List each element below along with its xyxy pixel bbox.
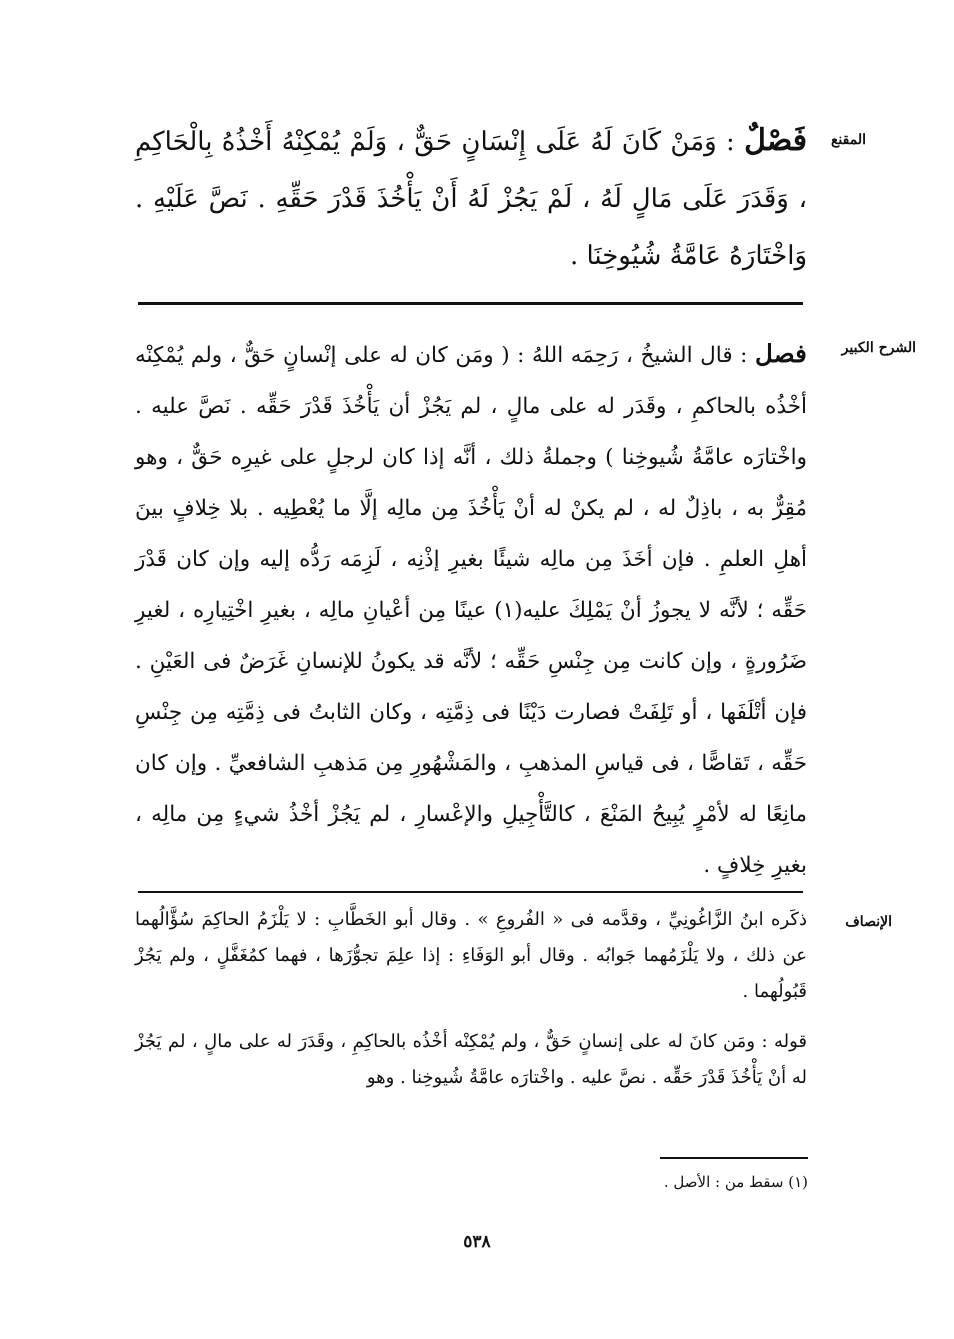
- footnote: (١) سقط من : الأصل .: [663, 1173, 808, 1191]
- section-label-muqni: المقنع: [830, 132, 866, 148]
- muqni-heading: فَصْلٌ: [744, 123, 807, 158]
- sharh-body: : قال الشيخُ ، رَحِمَه اللهُ : ( ومَن كان له على إنْسانٍ حَقٌّ ، ولم يُمْكِنْه أخْذُه بالحاكمِ ، وقَدَر له على مالٍ ، لم يَجُزْ أن يَأْخُذَ قَدْرَ حَقِّه . نَصَّ عليه . واخْتارَه عامَّةُ شُيوخِنا ) وجملةُ ذلك ، أنَّه إذا كان لرجلٍ على غيرِه حَقٌّ ، وهو مُقِرٌّ به ، باذِلٌ له ، لم يكنْ له أنْ يَأْخُذَ مِن مالِه إلَّا ما يُعْطِيه . بلا خِلافٍ بينَ أهلِ العلمِ . فإن أخَذَ مِن مالِه شيئًا بغيرِ إذْنِه ، لَزِمَه رَدُّه إليه وإن كان قَدْرَ حَقِّه ؛ لأنَّه لا يجوزُ أنْ يَمْلِكَ عليه(١) عينًا مِن أعْيانِ مالِه ، بغيرِ اخْتِيارِه ، لغيرِ ضَرُورةٍ ، وإن كانت مِن جِنْسِ حَقِّه ؛ لأنَّه قد يكونُ للإنسانِ غَرَضٌ فى العَيْنِ . فإن أتْلَفَها ، أو تَلِفَتْ فصارت دَيْنًا فى ذِمَّتِه ، وكان الثابتُ فى ذِمَّتِه مِن جِنْسِ حَقِّه ، تَقاصًّا ، فى قياسِ المذهبِ ، والمَشْهُورِ مِن مَذهبِ الشافعيِّ . وإن كان مانِعًا له لأمْرٍ يُبِيحُ المَنْعَ ، كالتَّأْجِيلِ والإعْسارِ ، لم يَجُزْ أخْذُ شيءٍ مِن مالِه ، بغيرِ خِلافٍ .: [135, 343, 807, 878]
- page-number: ٥٣٨: [463, 1232, 491, 1252]
- insaf-paragraph: ذكَره ابنُ الزَّاغُونِيِّ ، وقدَّمه فى « الفُروعِ » . وقال أبو الخَطَّابِ : لا يَلْزَمُ الحاكِمَ سُؤَّالُهما عن ذلك ، ولا يَلْزَمُهما جَوابُه . وقال أبو الوَفَاءِ : إذا علِمَ تجوُّزَها ، فهما كمُغَفَّلٍ ، ولم يَجُزْ قَبُولُهما .: [135, 909, 807, 1002]
- section-divider-thin: [138, 891, 803, 893]
- footnote-divider: [660, 1157, 808, 1159]
- insaf-paragraph: قوله : ومَن كانَ له على إنسانٍ حَقٌّ ، ولم يُمْكِنْه أخْذُه بالحاكِمِ ، وقَدَرَ له على مالٍ ، لم يَجُزْ له أنْ يَأْخُذَ قَدْرَ حَقِّه . نصَّ عليه . واخْتارَه عامَّةُ شُيوخِنا . وهو: [135, 1031, 807, 1088]
- section-label-sharh: الشرح الكبير: [841, 340, 916, 356]
- section-label-insaf: الإنصاف: [845, 914, 892, 930]
- sharh-text-block: [135, 328, 807, 891]
- muqni-text-block: [135, 112, 807, 285]
- sharh-heading: فصل: [755, 339, 807, 368]
- muqni-body: : وَمَنْ كَانَ لَهُ عَلَى إِنْسَانٍ حَقٌّ ، وَلَمْ يُمْكِنْهُ أَخْذُهُ بِالْحَاكِمِ ، وَقَدَرَ عَلَى مَالٍ لَهُ ، لَمْ يَجُزْ لَهُ أَنْ يَأْخُذَ قَدْرَ حَقِّهِ . نَصَّ عَلَيْهِ . وَاخْتَارَهُ عَامَّةُ شُيُوخِنَا .: [135, 127, 807, 271]
- insaf-text-block: [135, 902, 807, 1096]
- section-divider-thick: [138, 302, 803, 305]
